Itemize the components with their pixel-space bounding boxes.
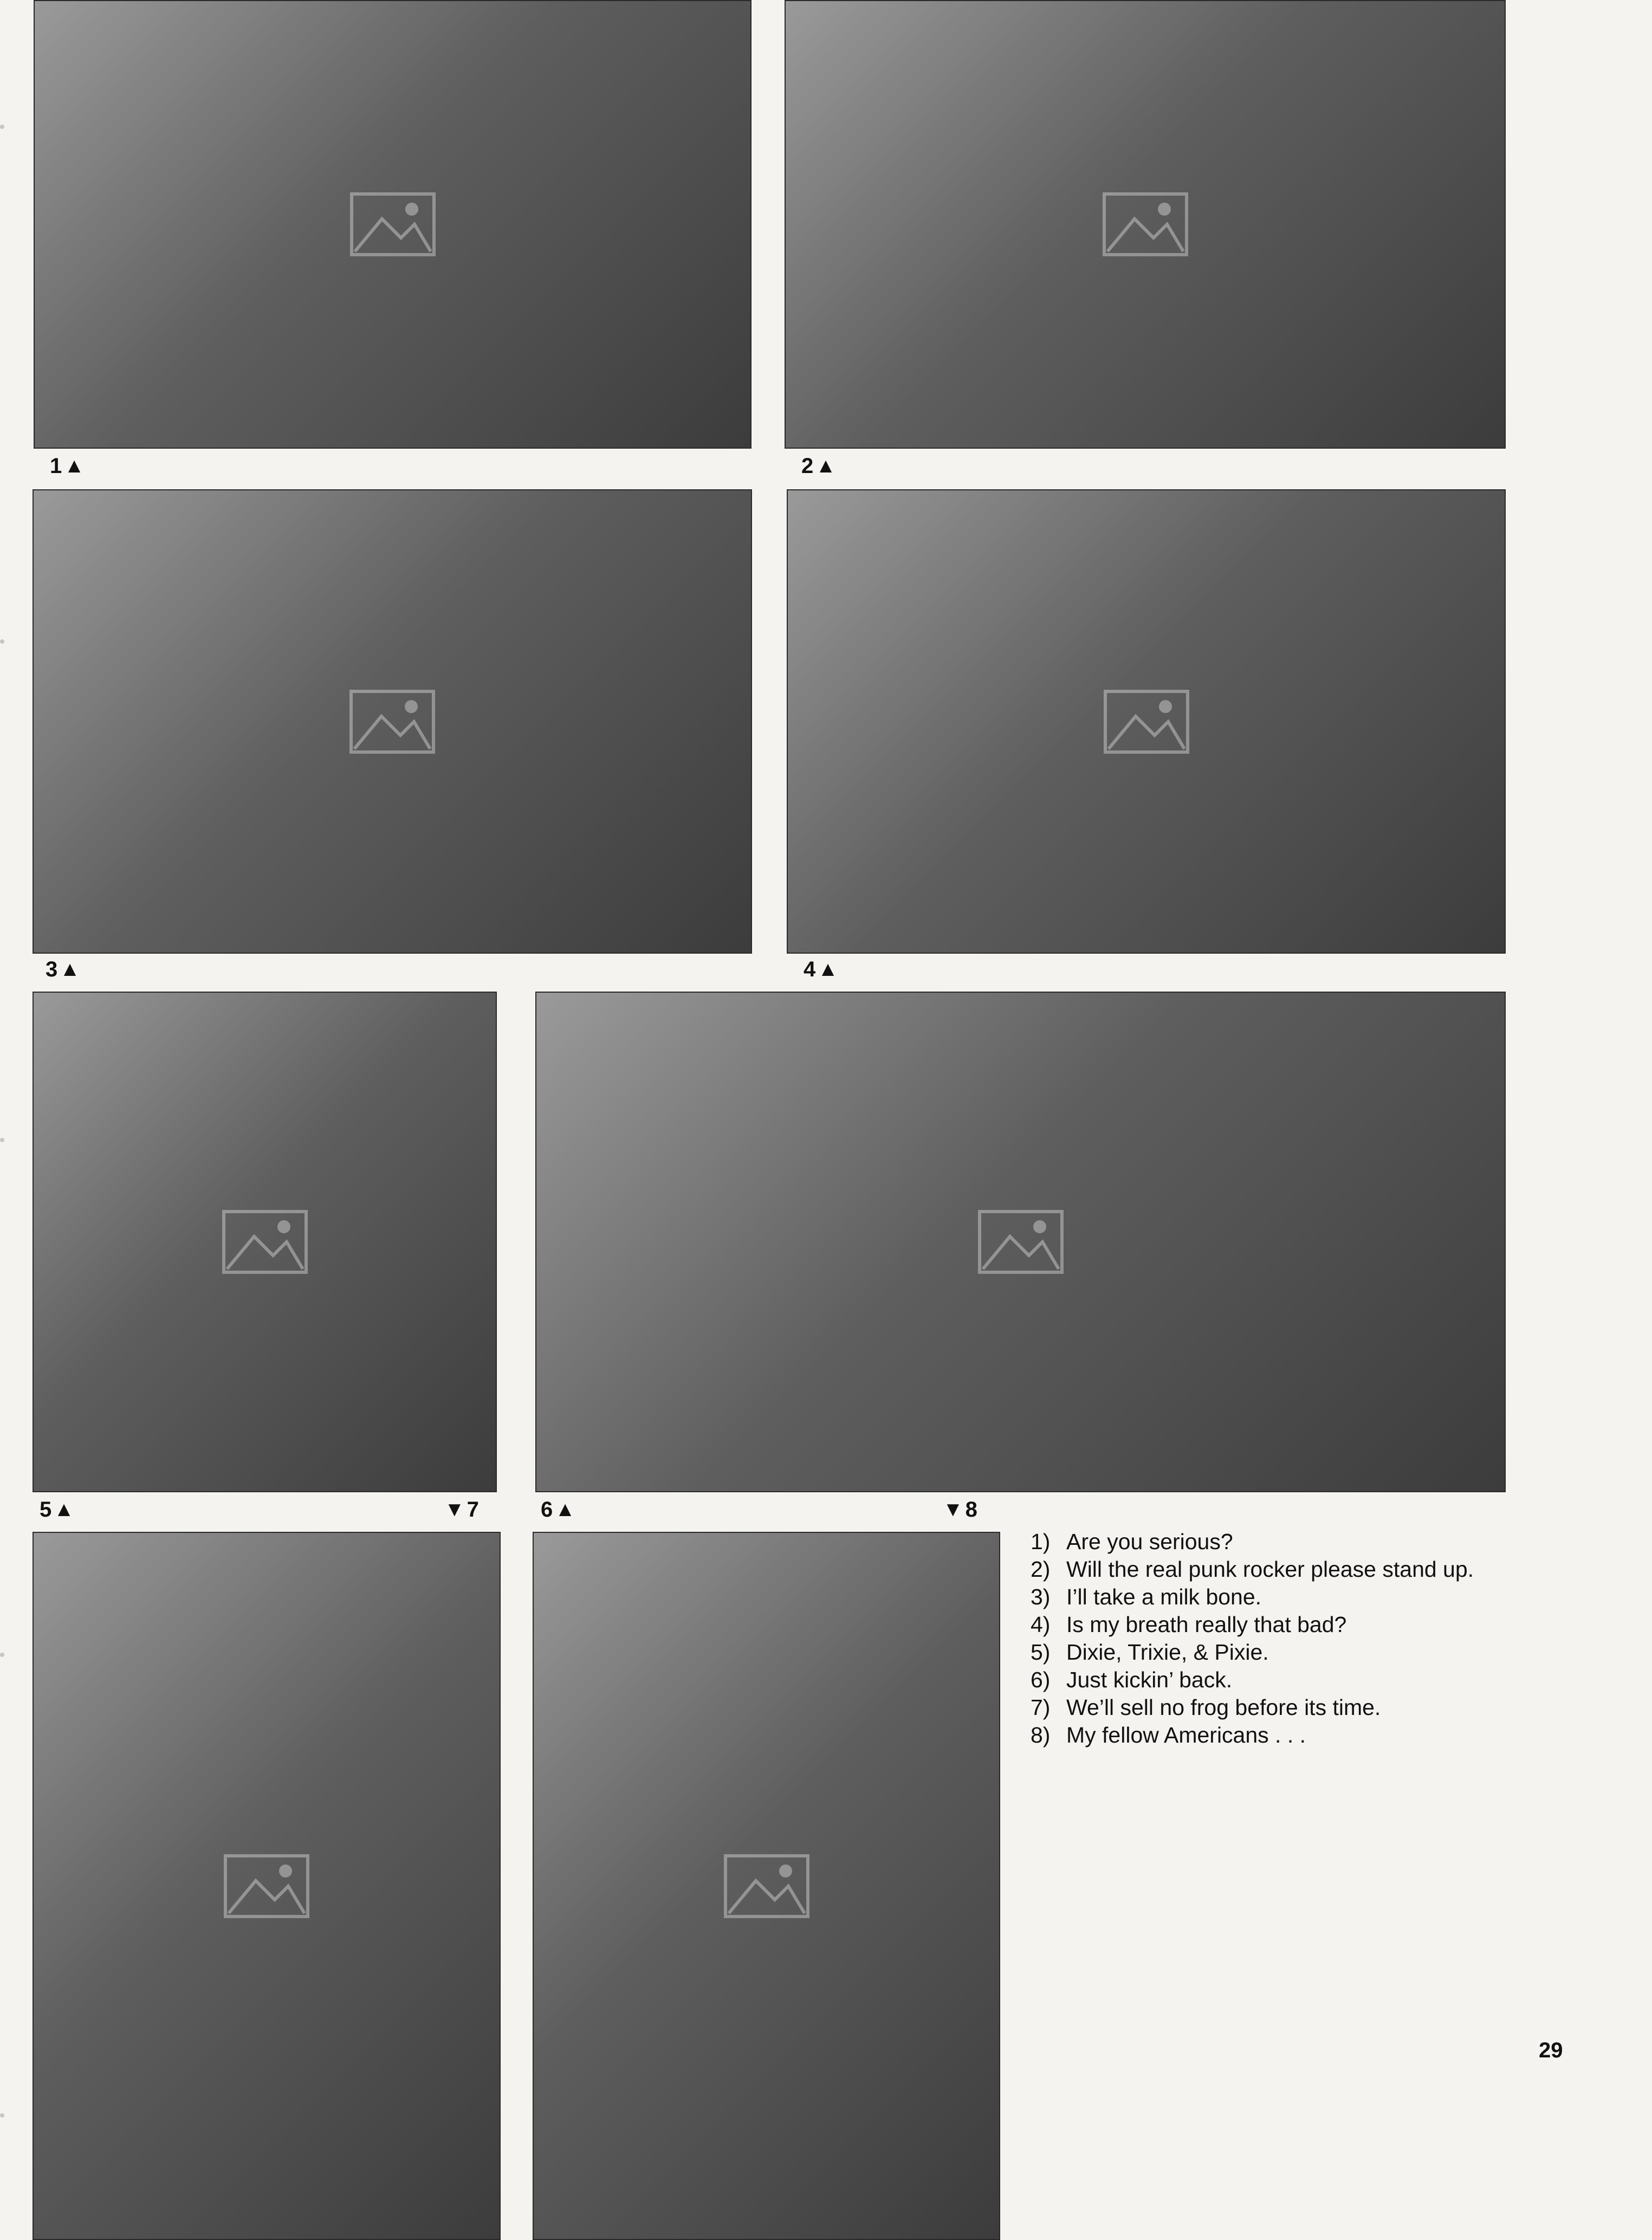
- photo-8: [533, 1532, 1000, 2240]
- photo-number: 8: [965, 1498, 977, 1522]
- caption-item: [1031, 1639, 1518, 1666]
- caption-number: 4): [1031, 1612, 1051, 1637]
- caption-item: [1031, 1721, 1518, 1749]
- image-placeholder-icon: [222, 1209, 308, 1274]
- caption-number: 5): [1031, 1640, 1051, 1665]
- caption-number: 1): [1031, 1529, 1051, 1554]
- caption-text: My fellow Americans . . .: [1066, 1723, 1306, 1747]
- caption-list: [1031, 1528, 1518, 1749]
- photo-6: [535, 992, 1506, 1492]
- up-triangle-icon: ▲: [54, 1498, 74, 1521]
- caption-item: [1031, 1556, 1518, 1583]
- photo-number: 1: [50, 454, 62, 478]
- caption-number: 8): [1031, 1723, 1051, 1747]
- binding-hole: [0, 2113, 4, 2118]
- caption-item: [1031, 1583, 1518, 1611]
- binding-hole: [0, 1653, 4, 1657]
- photo-number: 2: [801, 454, 814, 478]
- image-placeholder-icon: [977, 1209, 1064, 1274]
- caption-number: 3): [1031, 1584, 1051, 1609]
- caption-text: Dixie, Trixie, & Pixie.: [1066, 1640, 1269, 1665]
- image-placeholder-icon: [1103, 689, 1190, 754]
- photo-3: [33, 489, 752, 954]
- photo-number: 5: [40, 1498, 52, 1522]
- photo-label-1: [50, 454, 85, 478]
- photo-label-3: [46, 957, 80, 981]
- caption-item: [1031, 1528, 1518, 1556]
- binding-hole: [0, 1138, 4, 1142]
- up-triangle-icon: ▲: [818, 958, 838, 981]
- caption-text: Is my breath really that bad?: [1066, 1612, 1347, 1637]
- image-placeholder-icon: [723, 1854, 810, 1919]
- caption-item: [1031, 1611, 1518, 1639]
- photo-number: 4: [804, 957, 816, 981]
- caption-text: We’ll sell no frog before its time.: [1066, 1695, 1381, 1720]
- caption-number: 2): [1031, 1557, 1051, 1582]
- up-triangle-icon: ▲: [64, 455, 85, 477]
- image-placeholder-icon: [349, 689, 436, 754]
- image-placeholder-icon: [349, 192, 436, 257]
- photo-label-2: [801, 454, 836, 478]
- caption-item: [1031, 1694, 1518, 1721]
- down-triangle-icon: ▼: [444, 1498, 465, 1521]
- up-triangle-icon: ▲: [60, 958, 80, 981]
- caption-text: Will the real punk rocker please stand up.: [1066, 1557, 1474, 1582]
- photo-label-8: [943, 1498, 977, 1522]
- photo-label-7: [444, 1498, 479, 1522]
- binding-hole: [0, 639, 4, 644]
- photo-5: [33, 992, 497, 1492]
- image-placeholder-icon: [223, 1854, 310, 1919]
- photo-1: [34, 0, 752, 449]
- up-triangle-icon: ▲: [815, 455, 836, 477]
- photo-2: [785, 0, 1506, 449]
- caption-number: 7): [1031, 1695, 1051, 1720]
- photo-label-5: [40, 1498, 74, 1522]
- caption-text: Are you serious?: [1066, 1529, 1233, 1554]
- page-number: 29: [1539, 2038, 1563, 2062]
- binding-hole: [0, 125, 4, 129]
- caption-text: I’ll take a milk bone.: [1066, 1584, 1262, 1609]
- up-triangle-icon: ▲: [555, 1498, 575, 1521]
- photo-number: 7: [467, 1498, 479, 1522]
- photo-number: 6: [541, 1498, 553, 1522]
- photo-7: [33, 1532, 501, 2240]
- image-placeholder-icon: [1102, 192, 1189, 257]
- down-triangle-icon: ▼: [943, 1498, 963, 1521]
- photo-label-6: [541, 1498, 575, 1522]
- caption-item: [1031, 1666, 1518, 1694]
- photo-4: [787, 489, 1506, 954]
- caption-text: Just kickin’ back.: [1066, 1667, 1233, 1692]
- photo-label-4: [804, 957, 838, 981]
- caption-number: 6): [1031, 1667, 1051, 1692]
- photo-number: 3: [46, 957, 58, 981]
